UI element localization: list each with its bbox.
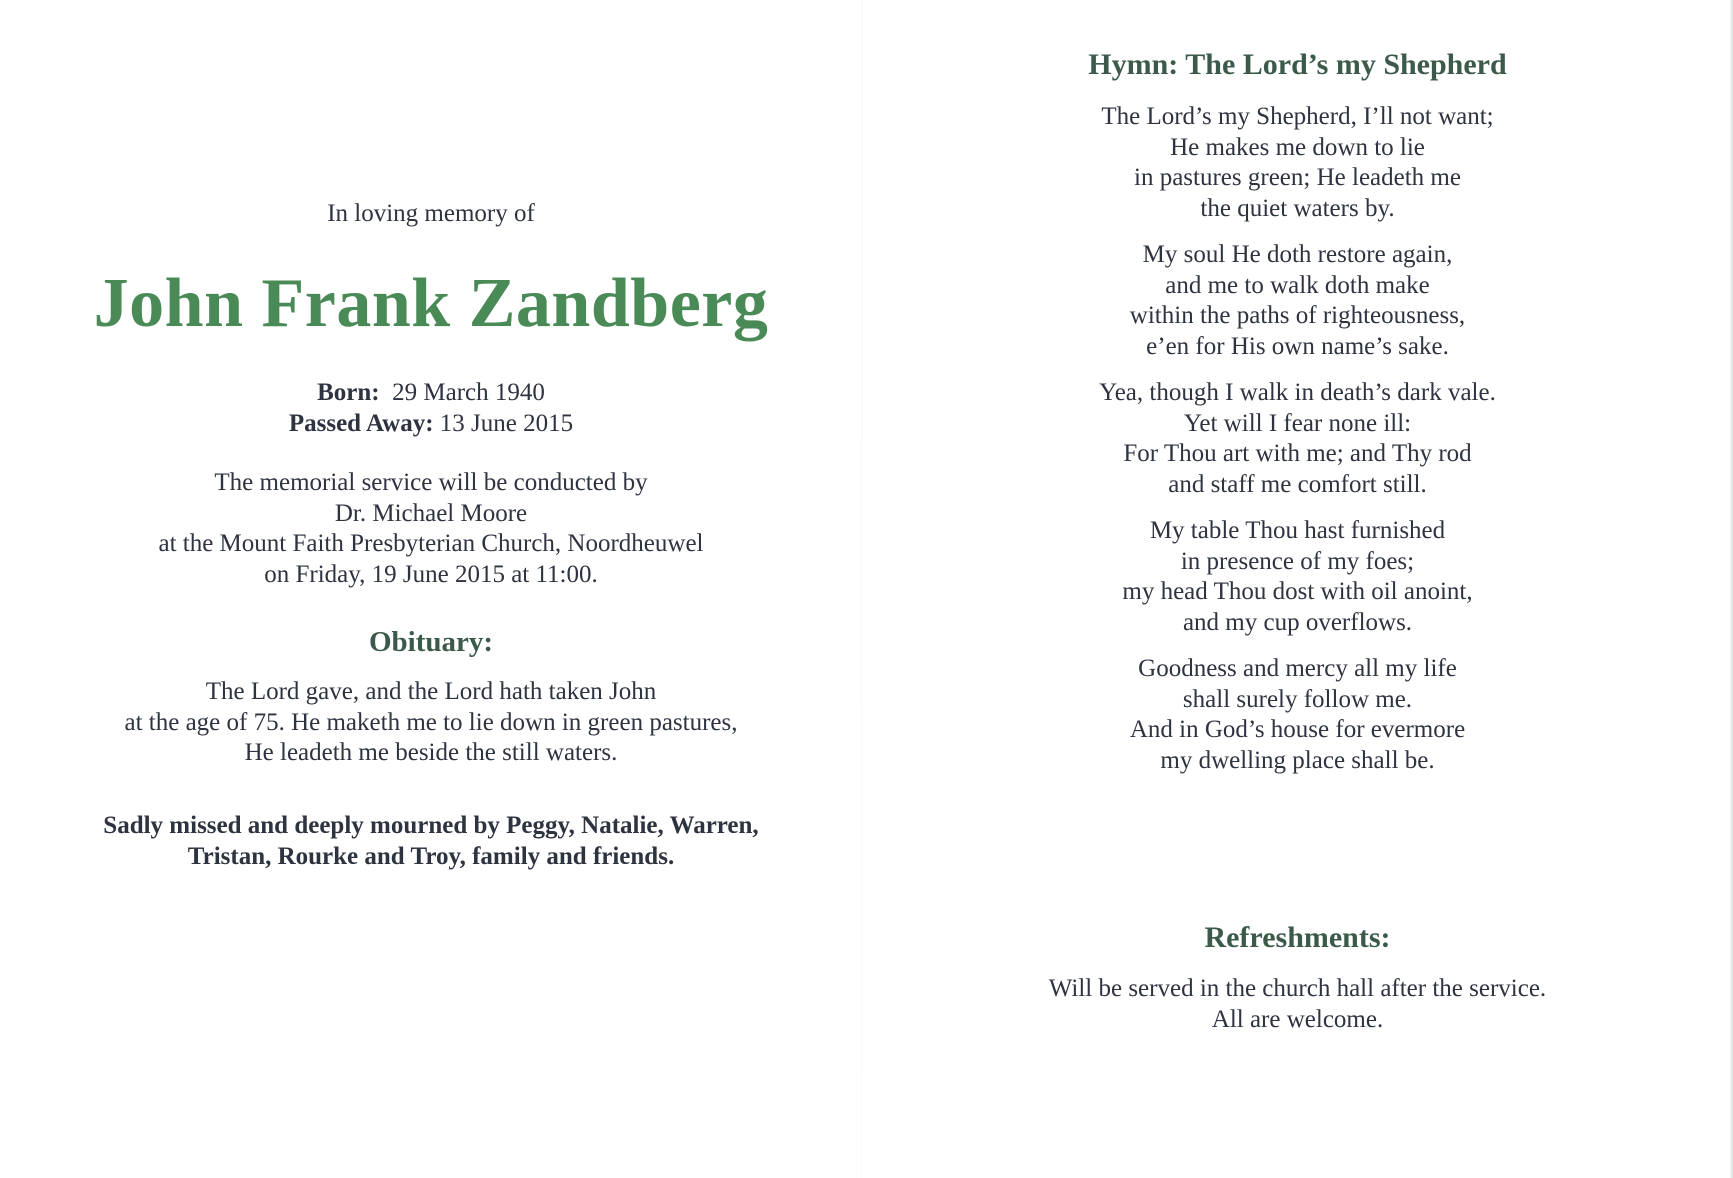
memory-intro: In loving memory of: [327, 200, 535, 227]
deceased-name: John Frank Zandberg: [93, 265, 769, 342]
hymn-verse: [862, 102, 1733, 224]
service-line: The memorial service will be conducted by: [214, 469, 648, 496]
verse-line: within the paths of righteousness,: [1129, 302, 1466, 329]
verse-line: the quiet waters by.: [1200, 194, 1395, 222]
verse-line: My soul He doth restore again,: [1142, 241, 1453, 268]
verse-line: shall surely follow me.: [1182, 685, 1413, 713]
passed-line: [0, 408, 862, 439]
verse-line: My table Thou hast furnished: [1149, 517, 1446, 544]
obituary-line: The Lord gave, and the Lord hath taken John: [205, 678, 657, 705]
hymn-verse: [862, 516, 1733, 638]
mourned-line: Tristan, Rourke and Troy, family and friends.: [187, 843, 675, 870]
verse-line: The Lord’s my Shepherd, I’ll not want;: [1101, 103, 1494, 130]
verse-line: Yet will I fear none ill:: [1183, 409, 1412, 437]
verse-line: Goodness and mercy all my life: [1138, 655, 1457, 682]
obituary-text: [0, 677, 862, 769]
refreshments-heading: Refreshments:: [1204, 921, 1391, 954]
hymn-verse: [862, 240, 1733, 362]
verse-line: my head Thou dost with oil anoint,: [1122, 578, 1473, 605]
service-line: on Friday, 19 June 2015 at 11:00.: [264, 560, 598, 588]
left-page: [0, 0, 862, 1178]
life-dates: [0, 377, 862, 439]
obituary-heading: Obituary:: [368, 626, 494, 658]
verse-line: And in God’s house for evermore: [1129, 716, 1466, 743]
service-line: at the Mount Faith Presbyterian Church, Noordheuwel: [158, 530, 704, 557]
hymn-verse: [862, 378, 1733, 500]
verse-line: in pastures green; He leadeth me: [1134, 164, 1461, 191]
obituary-line: He leadeth me beside the still waters.: [244, 739, 618, 766]
verse-line: and me to walk doth make: [1165, 271, 1430, 299]
born-value: 29 March 1940: [392, 379, 545, 406]
verse-line: e’en for His own name’s sake.: [1146, 332, 1449, 360]
born-label: Born:: [317, 379, 380, 406]
verse-line: For Thou art with me; and Thy rod: [1123, 440, 1472, 467]
service-details: [0, 468, 862, 590]
verse-line: Yea, though I walk in death’s dark vale.: [1099, 379, 1496, 406]
right-page: [862, 0, 1733, 1178]
hymn-heading: Hymn: The Lord’s my Shepherd: [1088, 48, 1507, 81]
mourned-line: Sadly missed and deeply mourned by Peggy, Natalie, Warren,: [103, 812, 759, 839]
obituary-line: at the age of 75. He maketh me to lie down in green pastures,: [124, 708, 738, 736]
refreshments-line: All are welcome.: [1211, 1005, 1384, 1033]
passed-value: 13 June 2015: [439, 410, 574, 437]
verse-line: and staff me comfort still.: [1168, 470, 1427, 498]
refreshments-text: [862, 974, 1733, 1035]
verse-line: in presence of my foes;: [1180, 547, 1415, 575]
refreshments-line: Will be served in the church hall after the service.: [1048, 975, 1547, 1002]
verse-line: He makes me down to lie: [1170, 133, 1425, 161]
passed-label: Passed Away:: [288, 410, 434, 437]
hymn-verses: [862, 102, 1733, 792]
service-line: Dr. Michael Moore: [334, 499, 528, 527]
hymn-verse: [862, 654, 1733, 776]
mourned-by: [0, 810, 862, 872]
verse-line: and my cup overflows.: [1182, 608, 1413, 636]
born-line: [0, 377, 862, 408]
verse-line: my dwelling place shall be.: [1160, 746, 1435, 774]
